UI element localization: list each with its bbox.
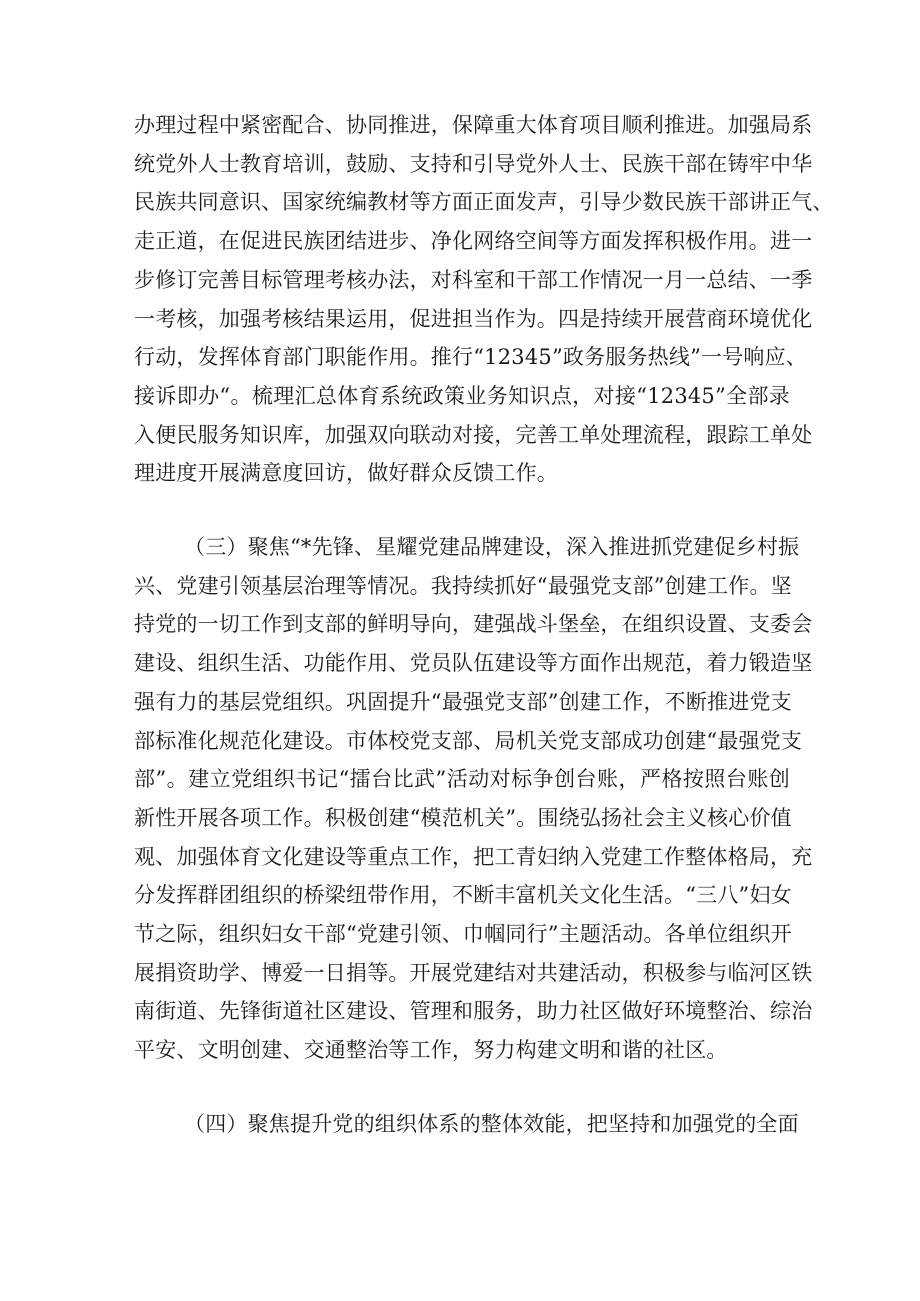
text-line: 理进度开展满意度回访，做好群众反馈工作。 xyxy=(134,461,558,486)
text-line: 入便民服务知识库，加强双向联动对接，完善工单处理流程，跟踪工单处 xyxy=(134,422,813,447)
text-line: 展捐资助学、博爱一日捐等。开展党建结对共建活动，积极参与临河区铁 xyxy=(134,960,813,985)
text-line: 观、加强体育文化建设等重点工作，把工青妇纳入党建工作整体格局，充 xyxy=(134,844,813,869)
text-line: 步修订完善目标管理考核办法，对科室和干部工作情况一月一总结、一季 xyxy=(134,267,813,292)
text-line: 平安、文明创建、交通整治等工作，努力构建文明和谐的社区。 xyxy=(134,1038,728,1063)
text-line: 接诉即办“。梳理汇总体育系统政策业务知识点，对接“12345”全部录 xyxy=(134,383,790,408)
paragraph-3 xyxy=(134,1105,799,1144)
text-line: 部”。建立党组织书记“擂台比武”活动对标争创台账，严格按照台账创 xyxy=(134,767,790,792)
text-line: 统党外人士教育培训，鼓励、支持和引导党外人士、民族干部在铸牢中华 xyxy=(134,151,813,176)
text-line: 部标准化规范化建设。市体校党支部、局机关党支部成功创建“最强党支 xyxy=(134,728,803,753)
text-line: 新性开展各项工作。积极创建“模范机关”。围绕弘扬社会主义核心价值 xyxy=(134,805,792,830)
text-line: 行动，发挥体育部门职能作用。推行“12345”政务服务热线”一号响应、 xyxy=(134,345,808,370)
text-line: 走正道，在促进民族团结进步、净化网络空间等方面发挥积极作用。进一 xyxy=(134,229,813,254)
section-heading-line: （三）聚焦“*先锋、星耀党建品牌建设，深入推进抓党建促乡村振 xyxy=(184,535,800,559)
section-heading-line: （四）聚焦提升党的组织体系的整体效能，把坚持和加强党的全面 xyxy=(184,1112,799,1136)
text-line: 南街道、先锋街道社区建设、管理和服务，助力社区做好环境整治、综治 xyxy=(134,999,813,1024)
text-line: 兴、党建引领基层治理等情况。我持续抓好“最强党支部”创建工作。坚 xyxy=(134,573,792,598)
text-line: 强有力的基层党组织。巩固提升“最强党支部”创建工作，不断推进党支 xyxy=(134,689,792,714)
text-line: 民族共同意识、国家统编教材等方面正面发声，引导少数民族干部讲正气、 xyxy=(134,190,834,215)
text-line: 一考核，加强考核结果运用，促进担当作为。四是持续开展营商环境优化 xyxy=(134,306,813,331)
text-line: 办理过程中紧密配合、协同推进，保障重大体育项目顺利推进。加强局系 xyxy=(134,113,813,137)
text-line: 持党的一切工作到支部的鲜明导向，建强战斗堡垒，在组织设置、支委会 xyxy=(134,612,813,637)
text-line: 分发挥群团组织的桥梁纽带作用，不断丰富机关文化生活。“三八”妇女 xyxy=(134,883,792,908)
text-line: 节之际，组织妇女干部“党建引领、巾帼同行”主题活动。各单位组织开 xyxy=(134,922,792,947)
paragraph-1 xyxy=(134,106,834,493)
paragraph-2 xyxy=(134,528,813,1070)
text-line: 建设、组织生活、功能作用、党员队伍建设等方面作出规范，着力锻造坚 xyxy=(134,651,813,676)
